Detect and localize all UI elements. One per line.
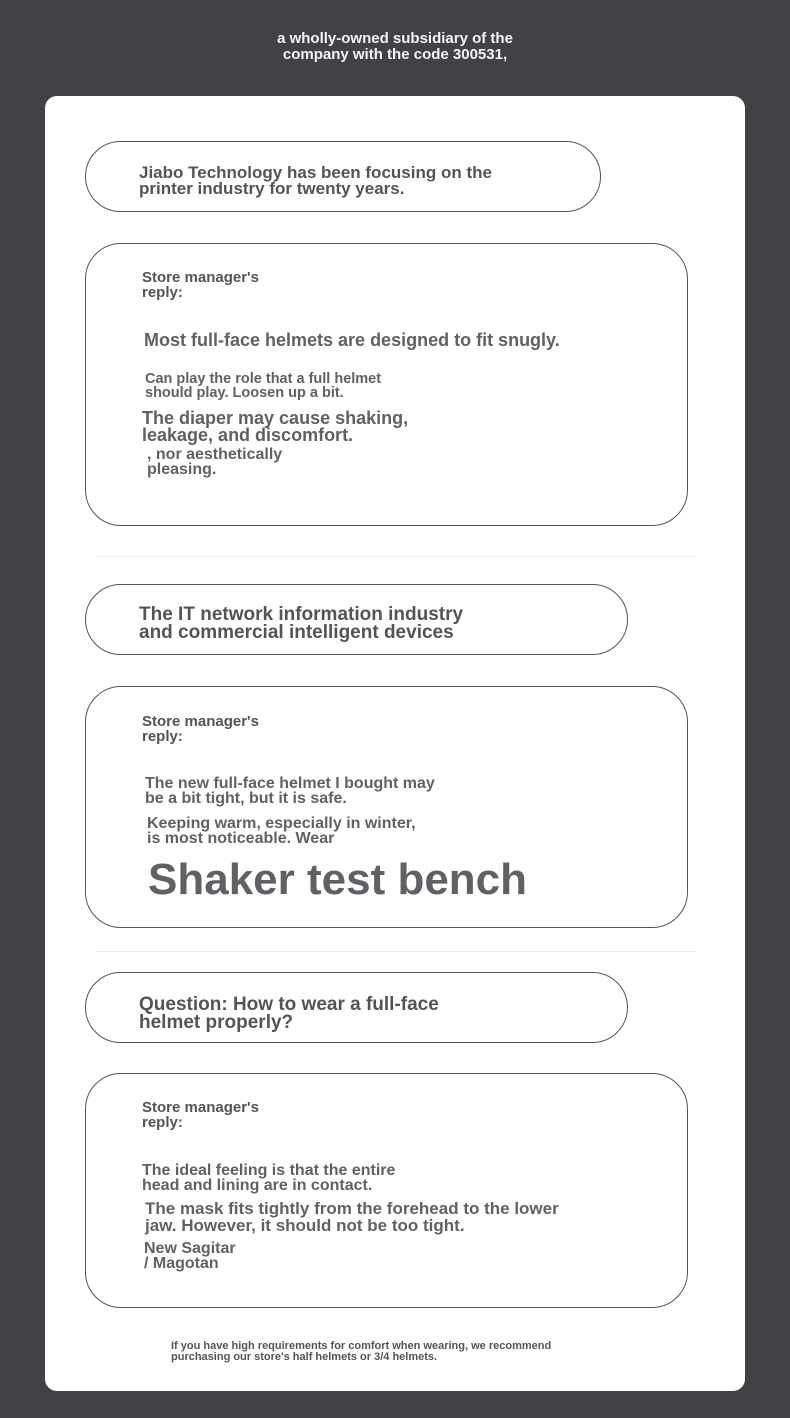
answer-line-2-3: Shaker test bench (148, 858, 528, 896)
reply-label-2: Store manager's reply: (142, 713, 259, 745)
answer-line-3-2: The mask fits tightly from the forehead to the lower jaw. However, it should not be too tight. (145, 1199, 559, 1235)
header-caption: a wholly-owned subsidiary of the company with the code 300531, (277, 30, 513, 63)
answer-line-2-2: Keeping warm, especially in winter, is most noticeable. Wear (147, 815, 416, 847)
question-text-3: Question: How to wear a full-face helmet properly? (139, 994, 439, 1033)
answer-line-3-3: New Sagitar / Magotan (144, 1240, 236, 1272)
answer-line-1-2: Can play the role that a full helmet should play. Loosen up a bit. (145, 371, 382, 401)
answer-line-2-1: The new full-face helmet I bought may be a bit tight, but it is safe. (145, 775, 435, 807)
reply-label-1: Store manager's reply: (142, 269, 259, 301)
question-text-2: The IT network information industry and commercial intelligent devices (139, 604, 464, 643)
answer-line-1-3: The diaper may cause shaking, leakage, and discomfort. (142, 408, 409, 445)
section-divider-1 (96, 556, 696, 557)
reply-label-3: Store manager's reply: (142, 1099, 259, 1131)
footer-note: If you have high requirements for comfort when wearing, we recommend purchasing our store's half helmets or 3/4 helmets. (171, 1340, 552, 1363)
section-divider-2 (96, 951, 696, 952)
answer-line-1-1: Most full-face helmets are designed to fit snugly. (144, 330, 560, 350)
answer-line-1-4: , nor aesthetically pleasing. (147, 446, 283, 478)
content-card (45, 96, 745, 1391)
answer-line-3-1: The ideal feeling is that the entire head and lining are in contact. (142, 1162, 396, 1194)
question-text-1: Jiabo Technology has been focusing on the printer industry for twenty years. (139, 163, 492, 198)
